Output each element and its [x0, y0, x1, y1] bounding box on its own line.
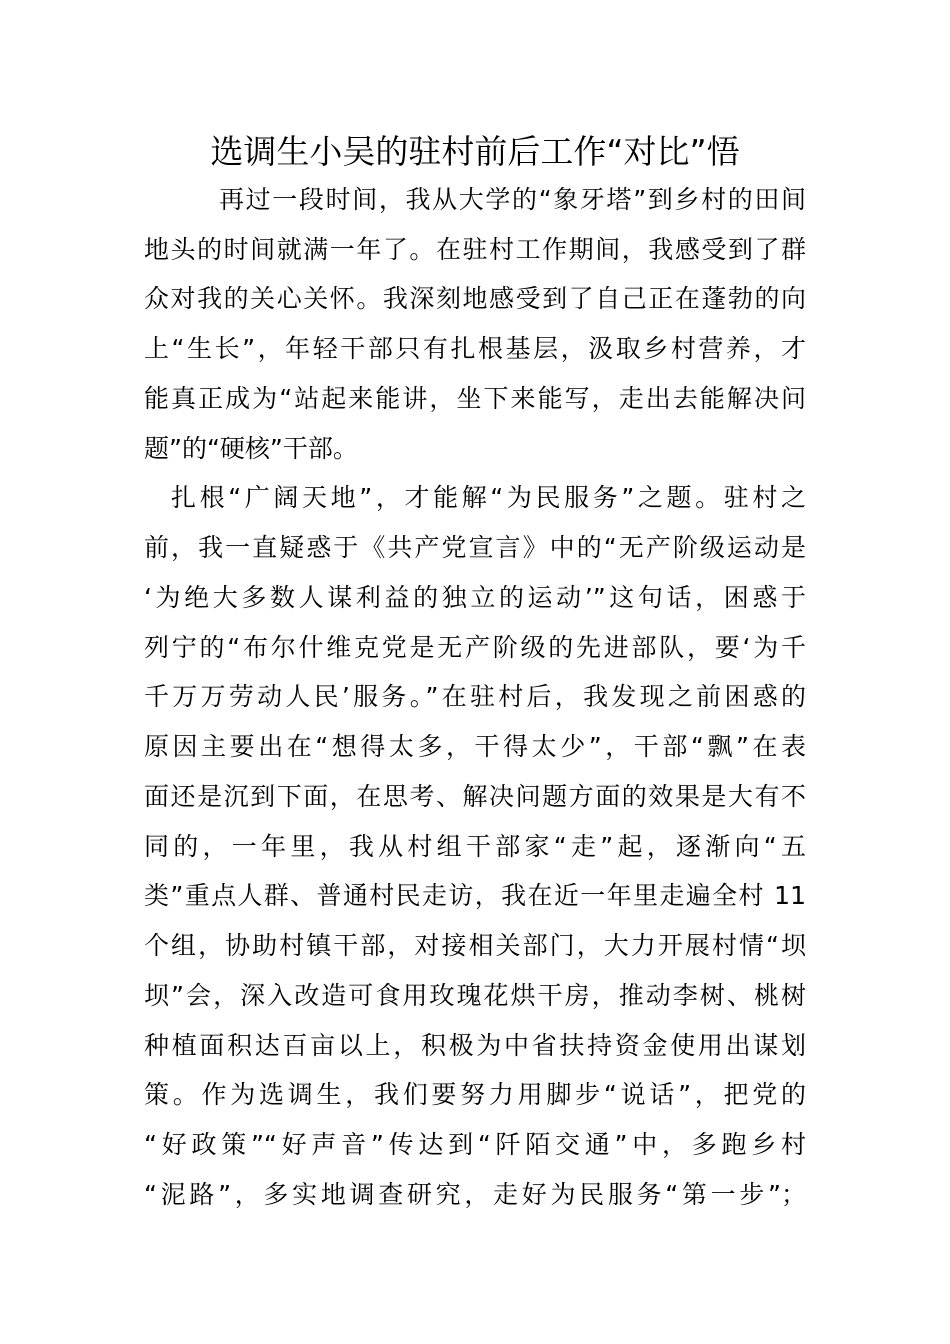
paragraph-line: 题”的“硬核”干部。 [144, 434, 358, 463]
paragraph-line: 个组，协助村镇干部，对接相关部门，大力开展村情“坝 [144, 931, 806, 960]
paragraph-line: 类”重点人群、普通村民走访，我在近一年里走遍全村 11 [144, 881, 806, 910]
paragraph-line: “好政策”“好声音”传达到“阡陌交通”中，多跑乡村 [144, 1130, 806, 1159]
paragraph-line: 面还是沉到下面，在思考、解决问题方面的效果是大有不 [144, 782, 806, 811]
paragraph-line: 原因主要出在“想得太多，干得太少”，干部“飘”在表 [144, 732, 806, 761]
paragraph-line: 同的，一年里，我从村组干部家“走”起，逐渐向“五 [144, 832, 806, 861]
paragraph-line: 种植面积达百亩以上，积极为中省扶持资金使用出谋划 [144, 1031, 806, 1060]
paragraph-line: 千万万劳动人民’服务。”在驻村后，我发现之前困惑的 [144, 682, 806, 711]
paragraph-line: 地头的时间就满一年了。在驻村工作期间，我感受到了群 [144, 235, 806, 264]
paragraph-line: “泥路”，多实地调查研究，走好为民服务“第一步”； [144, 1180, 806, 1209]
document-title: 选调生小吴的驻村前后工作“对比”悟 [210, 132, 740, 171]
paragraph-line: 再过一段时间，我从大学的“象牙塔”到乡村的田间 [219, 185, 806, 214]
paragraph-line: 策。作为选调生，我们要努力用脚步“说话”，把党的 [144, 1080, 806, 1109]
paragraph-line: 上“生长”，年轻干部只有扎根基层，汲取乡村营养，才 [144, 334, 806, 363]
paragraph-line: ‘为绝大多数人谋利益的独立的运动’”这句话，困惑于 [144, 583, 806, 612]
paragraph-line: 众对我的关心关怀。我深刻地感受到了自己正在蓬勃的向 [144, 284, 806, 313]
paragraph-line: 前，我一直疑惑于《共产党宣言》中的“无产阶级运动是 [144, 533, 806, 562]
paragraph-line: 坝”会，深入改造可食用玫瑰花烘干房，推动李树、桃树 [144, 981, 806, 1010]
paragraph-line: 列宁的“布尔什维克党是无产阶级的先进部队，要‘为千 [144, 633, 806, 662]
paragraph-line: 能真正成为“站起来能讲，坐下来能写，走出去能解决问 [144, 384, 806, 413]
paragraph-line: 扎根“广阔天地”，才能解“为民服务”之题。驻村之 [171, 483, 806, 512]
